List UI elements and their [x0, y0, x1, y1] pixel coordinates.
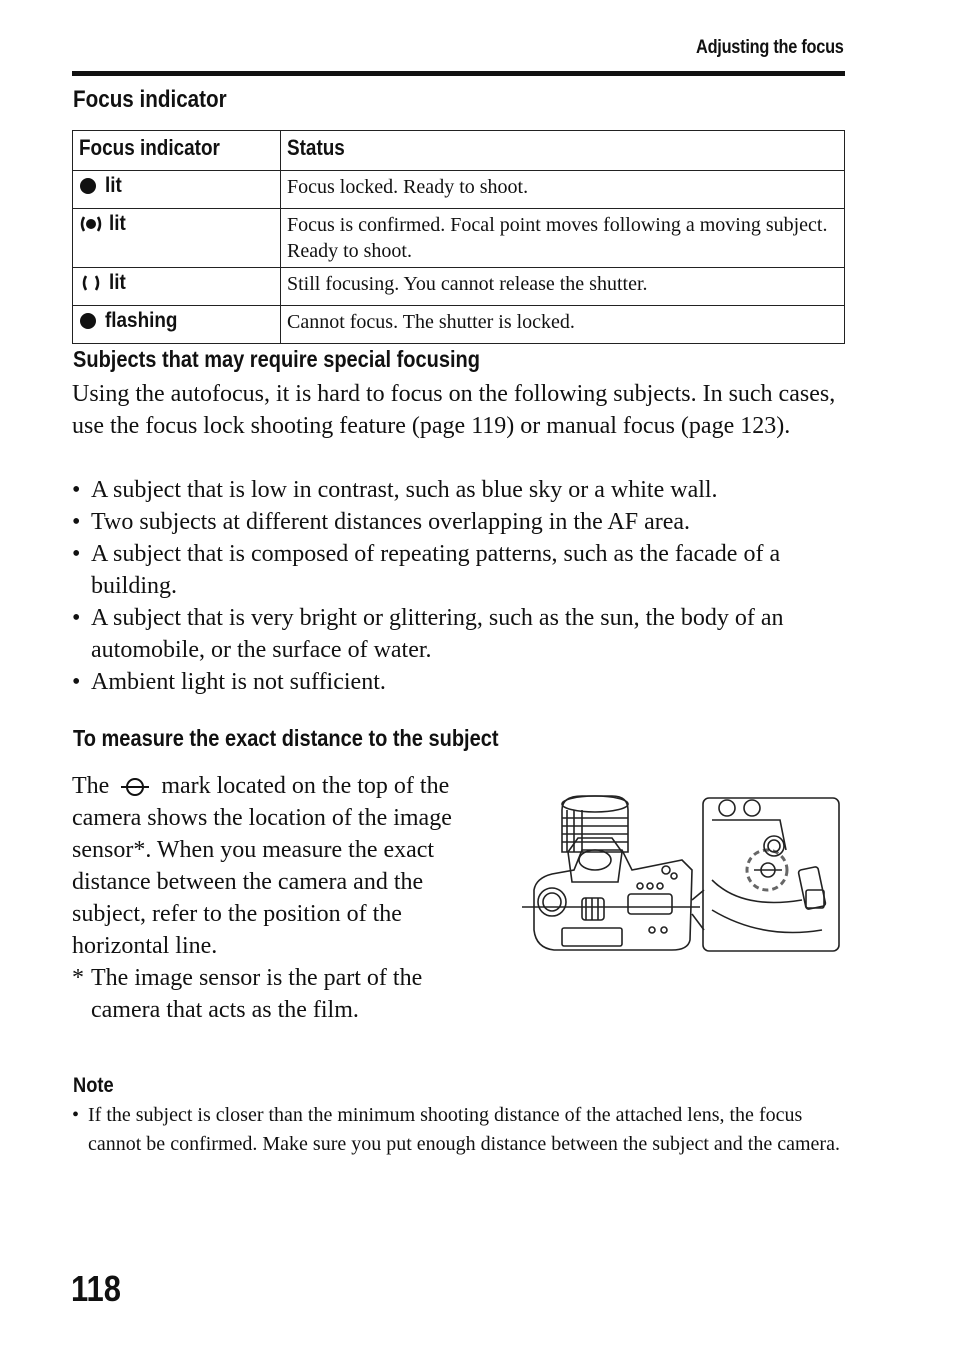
intro-paragraph: Using the autofocus, it is hard to focus on the following subjects. In such cases, use the focus lock shooting feature (page 119) or manual focus (page 123).: [72, 381, 836, 439]
page-number: 118: [71, 1268, 121, 1309]
table-row: [73, 306, 845, 344]
footnote-marker: *: [72, 965, 84, 991]
note-body: If the subject is closer than the minimum shooting distance of the attached lens, the focus cannot be confirmed. Make sure you put enough distance between the subject and the camera.: [88, 1104, 840, 1155]
note-label: Note: [73, 1074, 114, 1097]
list-item: • A subject that is composed of repeating patterns, such as the facade of a building.: [72, 538, 847, 602]
focus-indicator-table: [72, 130, 845, 344]
dot-with-brackets-icon: [79, 214, 103, 234]
header-rule: [72, 71, 845, 76]
status-text: Still focusing. You cannot release the shutter.: [287, 273, 648, 295]
table-row: [73, 171, 845, 209]
table-header-cell: Status: [281, 131, 845, 171]
brackets-only-icon: [79, 273, 103, 293]
status-cell: [281, 171, 845, 209]
indicator-cell: [73, 268, 281, 306]
camera-top-view-illustration: [522, 790, 842, 956]
footnote: [72, 962, 492, 1026]
status-text: Cannot focus. The shutter is locked.: [287, 311, 575, 333]
list-item: • A subject that is low in contrast, such as blue sky or a white wall.: [72, 474, 847, 506]
table-header-row: [73, 131, 845, 171]
list-item: • Two subjects at different distances overlapping in the AF area.: [72, 506, 847, 538]
list-item: • A subject that is very bright or glittering, such as the sun, the body of an automobile, or the surface of water.: [72, 602, 847, 666]
filled-dot-icon: [79, 176, 99, 196]
note-bullet: •: [72, 1104, 80, 1126]
image-sensor-position-mark-icon: [115, 776, 155, 798]
indicator-cell: [73, 171, 281, 209]
status-cell: [281, 306, 845, 344]
subsection-title: Subjects that may require special focusing: [73, 346, 480, 372]
list-item: • Ambient light is not sufficient.: [72, 666, 847, 698]
indicator-cell: [73, 306, 281, 344]
subject-list: [72, 474, 847, 698]
table-row: [73, 209, 845, 268]
table-row: [73, 268, 845, 306]
indicator-label: lit: [109, 212, 126, 235]
note-text: [72, 1101, 847, 1159]
indicator-label: flashing: [105, 309, 178, 332]
measure-paragraph: [72, 770, 492, 962]
filled-dot-icon: [79, 311, 99, 331]
status-text: Focus is confirmed. Focal point moves following a moving subject. Ready to shoot.: [287, 214, 828, 262]
indicator-label: lit: [105, 174, 122, 197]
indicator-label: lit: [109, 271, 126, 294]
subsection-title: To measure the exact distance to the subject: [73, 725, 499, 751]
status-text: Focus locked. Ready to shoot.: [287, 176, 529, 198]
running-header: Adjusting the focus: [696, 37, 844, 58]
measure-text-start: The: [72, 773, 110, 799]
footnote-text: The image sensor is the part of the camera that acts as the film.: [91, 965, 423, 1023]
measure-text-rest: mark located on the top of the camera shows the location of the image sensor*. When you measure the exact distance between the camera and the subject, refer to the position of the horizontal line.: [72, 773, 452, 959]
status-cell: [281, 209, 845, 268]
section-title: Focus indicator: [73, 86, 227, 113]
indicator-cell: [73, 209, 281, 268]
table-header-cell: Focus indicator: [73, 131, 281, 171]
status-cell: [281, 268, 845, 306]
